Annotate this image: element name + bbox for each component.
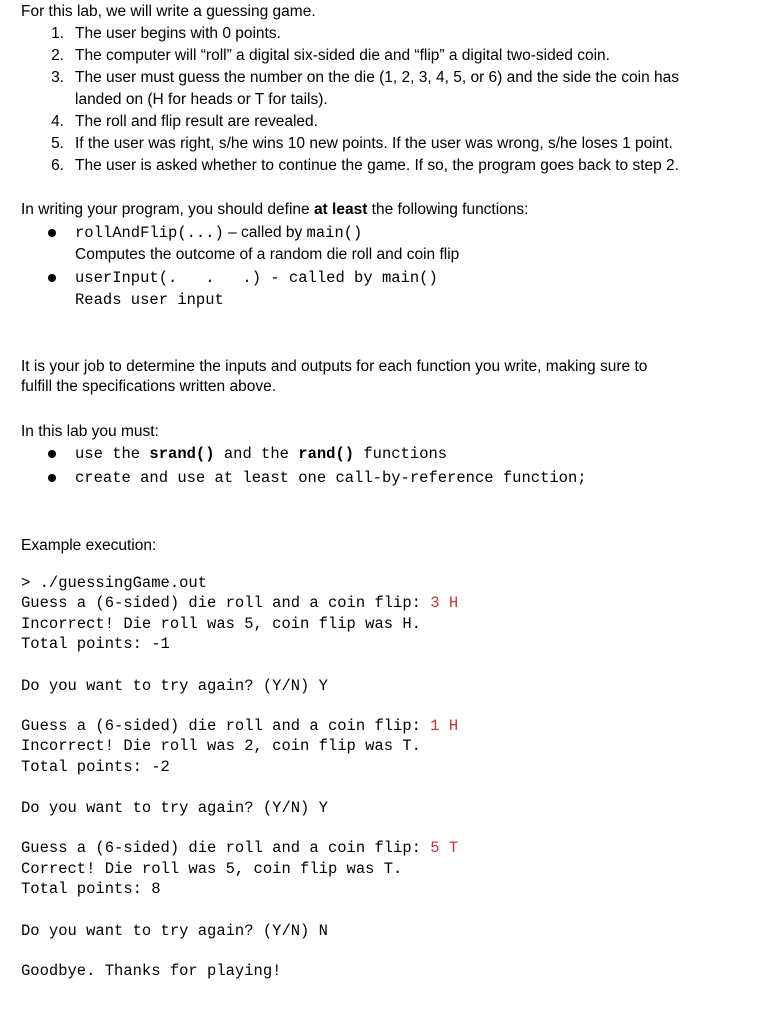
step-number: 2. xyxy=(51,47,64,64)
user-guess: 1 H xyxy=(430,717,459,735)
terminal-prompt xyxy=(21,838,458,858)
must-item-text: use the xyxy=(75,445,150,463)
terminal-prompt xyxy=(21,593,458,613)
user-guess: 3 H xyxy=(430,594,459,612)
terminal-total: Total points: 8 xyxy=(21,880,161,898)
function-name: userInput(. . .) xyxy=(75,269,262,287)
must-intro: In this lab you must: xyxy=(21,423,159,440)
prompt-text: Guess a (6-sided) die roll and a coin flip: xyxy=(21,717,431,735)
functions-intro xyxy=(21,200,528,220)
function-name: rollAndFlip(...) xyxy=(75,224,224,242)
terminal-total: Total points: -2 xyxy=(21,758,170,776)
intro-text: For this lab, we will write a guessing game. xyxy=(21,3,316,20)
must-item-text: and the xyxy=(214,445,299,463)
step-text-continued: landed on (H for heads or T for tails). xyxy=(75,91,328,108)
bullet-icon xyxy=(48,450,56,458)
function-caller: main() xyxy=(381,269,438,287)
terminal-goodbye: Goodbye. Thanks for playing! xyxy=(21,962,282,980)
terminal-result: Correct! Die roll was 5, coin flip was T. xyxy=(21,860,403,878)
function-caller: main() xyxy=(306,224,363,242)
terminal-prompt xyxy=(21,716,458,736)
srand-function: srand() xyxy=(149,445,215,463)
function-separator: - called by xyxy=(261,269,382,287)
function-separator: – called by xyxy=(223,224,307,241)
must-item xyxy=(75,444,447,464)
rand-function: rand() xyxy=(298,445,355,463)
step-text: The computer will “roll” a digital six-sided die and “flip” a digital two-sided coin. xyxy=(75,47,610,64)
prompt-text: Guess a (6-sided) die roll and a coin flip: xyxy=(21,594,431,612)
bullet-icon xyxy=(48,474,56,482)
function-description: Computes the outcome of a random die roll and coin flip xyxy=(75,246,460,263)
terminal-total: Total points: -1 xyxy=(21,635,170,653)
step-number: 5. xyxy=(51,135,64,152)
must-item-text: functions xyxy=(354,445,448,463)
functions-intro-bold: at least xyxy=(313,201,368,218)
prompt-text: Guess a (6-sided) die roll and a coin flip: xyxy=(21,839,431,857)
step-number: 3. xyxy=(51,69,64,86)
step-number: 1. xyxy=(51,25,64,42)
job-text-line: fulfill the specifications written above. xyxy=(21,378,277,395)
user-guess: 5 T xyxy=(430,839,459,857)
terminal-again: Do you want to try again? (Y/N) Y xyxy=(21,799,328,817)
step-text: The user is asked whether to continue the game. If so, the program goes back to step 2. xyxy=(75,157,679,174)
step-text: The user must guess the number on the die (1, 2, 3, 4, 5, or 6) and the side the coin has xyxy=(75,69,679,86)
terminal-result: Incorrect! Die roll was 5, coin flip was H. xyxy=(21,615,421,633)
bullet-icon xyxy=(48,229,56,237)
step-number: 6. xyxy=(51,157,64,174)
step-text: The user begins with 0 points. xyxy=(75,25,281,42)
terminal-again: Do you want to try again? (Y/N) N xyxy=(21,922,328,940)
bullet-icon xyxy=(48,274,56,282)
example-label: Example execution: xyxy=(21,537,157,554)
function-item xyxy=(75,223,362,243)
functions-intro-before: In writing your program, you should define xyxy=(21,201,314,218)
terminal-command: > ./guessingGame.out xyxy=(21,574,208,592)
step-text: The roll and flip result are revealed. xyxy=(75,113,318,130)
function-item xyxy=(75,268,438,288)
terminal-result: Incorrect! Die roll was 2, coin flip was T. xyxy=(21,737,421,755)
job-text-line: It is your job to determine the inputs and outputs for each function you write, making sure to xyxy=(21,358,648,375)
step-number: 4. xyxy=(51,113,64,130)
function-description: Reads user input xyxy=(75,291,224,309)
must-item: create and use at least one call-by-reference function; xyxy=(75,469,587,487)
step-text: If the user was right, s/he wins 10 new points. If the user was wrong, s/he loses 1 point. xyxy=(75,135,673,152)
functions-intro-after: the following functions: xyxy=(367,201,529,218)
terminal-again: Do you want to try again? (Y/N) Y xyxy=(21,677,328,695)
